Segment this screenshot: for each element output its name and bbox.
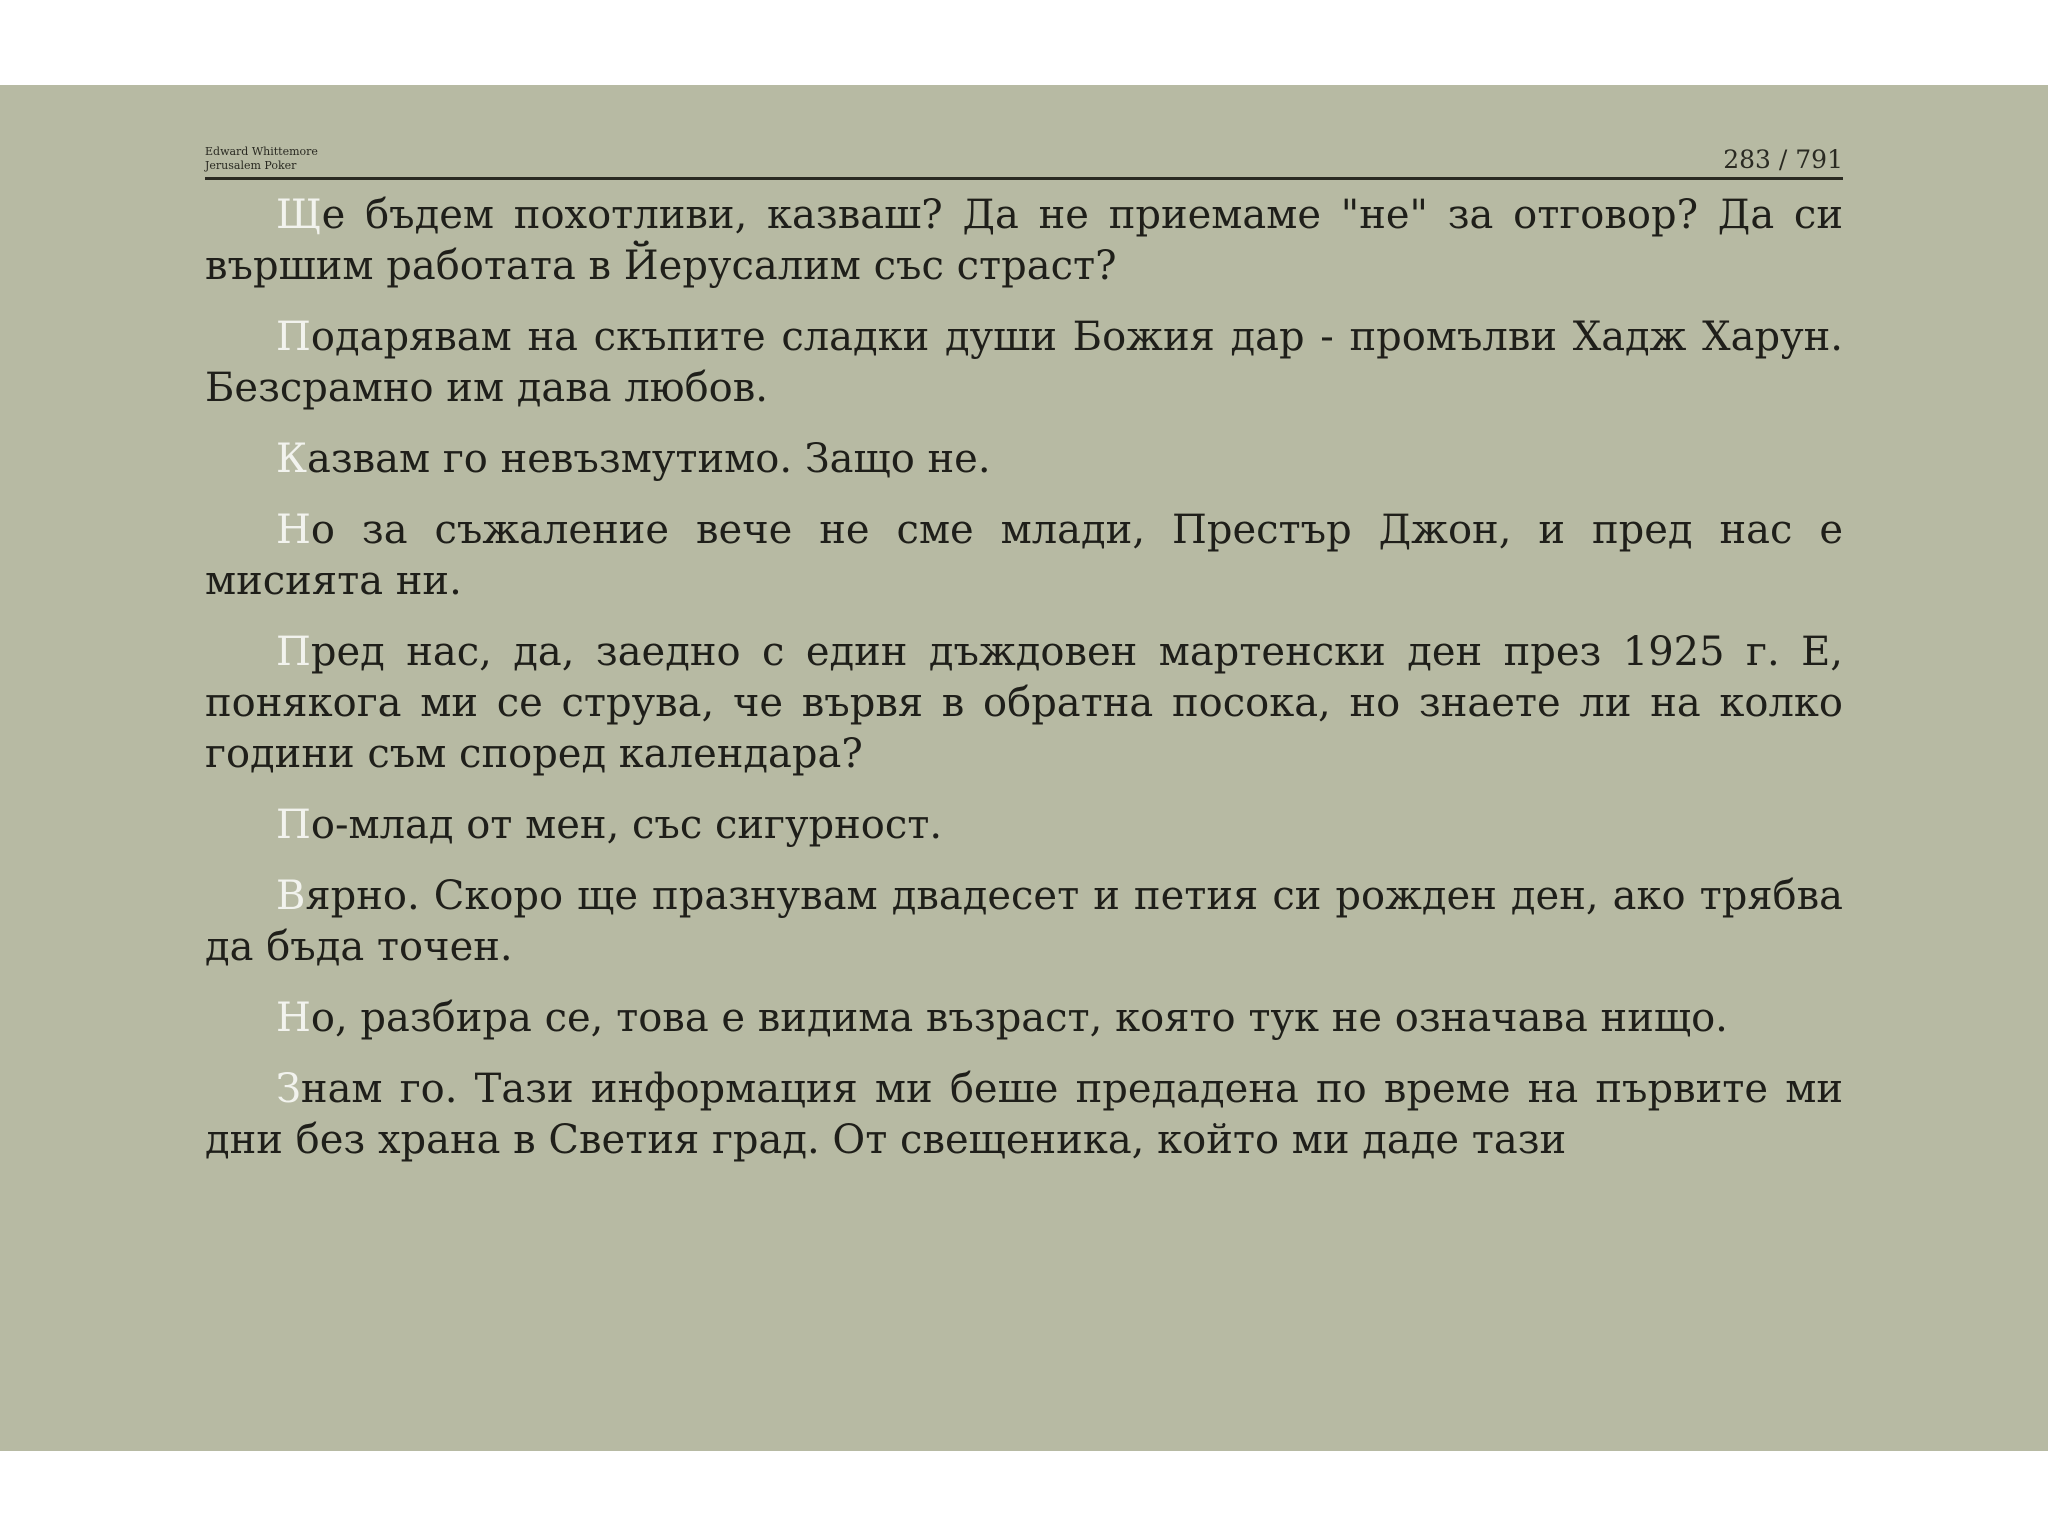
paragraph-initial: З [276,1066,301,1112]
paragraph-initial: К [276,436,307,482]
paragraph-initial: П [276,802,311,848]
paragraph-text: о-млад от мен, със сигурност. [310,802,943,848]
paragraph [205,993,1843,1044]
paragraph [205,1064,1843,1166]
paragraph [205,312,1843,414]
paragraph [205,190,1843,292]
paragraph-text: ред нас, да, заедно с един дъждовен мартенски ден през 1925 г. Е, понякога ми се струва, че вървя в обратна посока, но знаете ли на колко години съм според календара? [205,629,1843,777]
paragraph-initial: П [276,629,311,675]
paragraph-text: о за съжаление вече не сме млади, Престър Джон, и пред нас е мисията ни. [205,507,1843,604]
author-name: Edward Whittemore [205,145,318,158]
paragraph-text: одарявам на скъпите сладки души Божия дар - промълви Хадж Харун. Безсрамно им дава любов. [205,314,1843,411]
paragraph-text: нам го. Тази информация ми беше предадена по време на първите ми дни без храна в Светия град. От свещеника, който ми даде тази [205,1066,1843,1163]
paragraph-text: е бъдем похотливи, казваш? Да не приемаме "не" за отговор? Да си вършим работата в Йерусалим със страст? [205,192,1843,289]
paragraph [205,800,1843,851]
paragraph-initial: Н [276,995,311,1041]
page-header [205,135,1843,180]
paragraph [205,871,1843,973]
paragraph-text: ярно. Скоро ще празнувам двадесет и петия си рожден ден, ако трябва да бъда точен. [205,873,1843,970]
paragraph-text: о, разбира се, това е видима възраст, която тук не означава нищо. [310,995,1728,1041]
paragraph-text: азвам го невъзмутимо. Защо не. [306,436,991,482]
book-title: Jerusalem Poker [205,159,297,172]
book-text [205,190,1843,1166]
paragraph-initial: В [276,873,306,919]
page-counter: 283 / 791 [1723,145,1843,174]
paragraph-initial: Щ [276,192,322,238]
paragraph [205,627,1843,780]
paragraph-initial: П [276,314,311,360]
paragraph [205,434,1843,485]
paragraph-initial: Н [276,507,311,553]
paragraph [205,505,1843,607]
book-info [205,145,318,173]
